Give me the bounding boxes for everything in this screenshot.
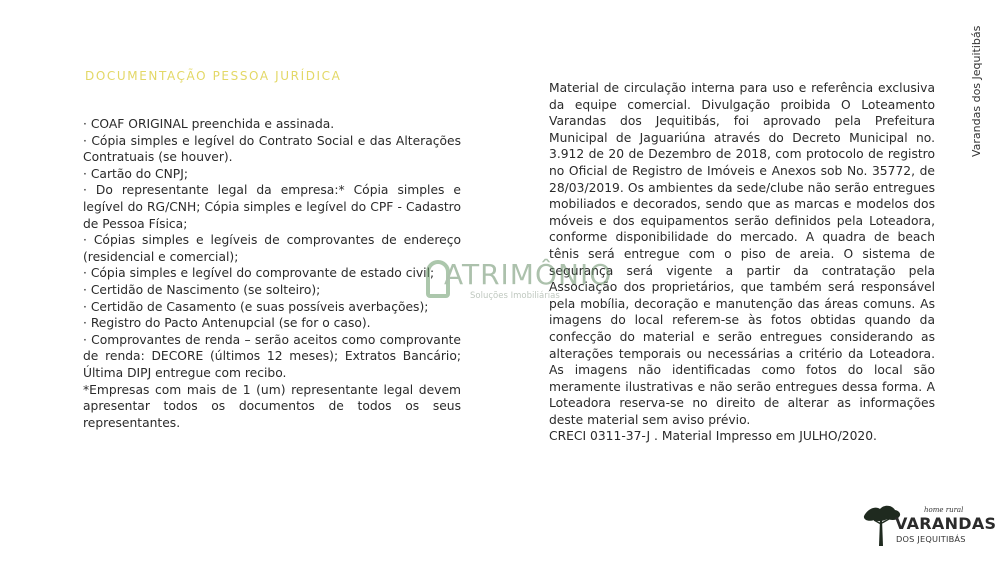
- side-title: Varandas dos Jequitibás: [970, 25, 983, 157]
- list-item: · COAF ORIGINAL preenchida e assinada.: [83, 117, 335, 131]
- list-item: · Cartão do CNPJ;: [83, 166, 188, 181]
- documents-list: [83, 116, 461, 431]
- credits-text: CRECI 0311-37-J . Material Impresso em JULHO/2020.: [549, 429, 877, 444]
- logo-script: home rural: [924, 506, 964, 514]
- logo-sub: DOS JEQUITIBÁS: [896, 534, 966, 544]
- list-item: · Certidão de Casamento (e suas possíveis averbações);: [83, 299, 429, 314]
- list-item: · Certidão de Nascimento (se solteiro);: [83, 282, 321, 297]
- list-item: · Do representante legal da empresa:* Cópia simples e legível do RG/CNH; Cópia simples e legível do CPF - Cadastro de Pessoa Física;: [83, 183, 461, 231]
- list-item: · Cópia simples e legível do comprovante de estado civil;: [83, 266, 435, 281]
- disclaimer-text: Material de circulação interna para uso e referência exclusiva da equipe comercial. Divulgação proibida O Loteamento Varandas dos Jequitibás, foi aprovado pela Prefeitura Municipal de Jaguariúna através do Decreto Municipal no. 3.912 de 20 de Dezembro de 2018, com protocolo de registro no Oficial de Registro de Imóveis e Anexos sob No. 35772, de 28/03/2019. Os ambientes da sede/clube não serão entregues mobiliados e decorados, sendo que as marcas e modelos dos móveis e dos equipamentos serão definidos pela Loteadora, conforme disponibilidade do mercado. A quadra de beach tênis será entregue com o piso de areia. O sistema de segurança será vigente a partir da contratação pela Associação dos proprietários, que também será responsável pela mobília, decoração e manutenção das áreas comuns. As imagens do local referem-se às fotos obtidas quando da confecção do material e serão entregues considerando as alterações temporais ou necessárias a critério da Loteadora. As imagens não identificadas como fotos do local são meramente ilustrativas e não serão entregues dessa forma. A Loteadora reserva-se no direito de alterar as informações deste material sem aviso prévio.: [549, 81, 935, 427]
- varandas-logo: [862, 502, 997, 550]
- list-item: · Cópia simples e legível do Contrato Social e das Alterações Contratuais (se houver).: [83, 133, 461, 165]
- watermark-name: ATRIMÔNIO: [444, 258, 613, 291]
- footnote: *Empresas com mais de 1 (um) representante legal devem apresentar todos os documentos de todos os seus representantes.: [83, 382, 461, 430]
- watermark-subtitle: Soluções Imobiliárias: [470, 291, 560, 301]
- list-item: · Comprovantes de renda – serão aceitos como comprovante de renda: DECORE (últimos 12 meses); Extratos Bancário; Última DIPJ entregue com recibo.: [83, 332, 461, 380]
- logo-main: VARANDAS: [895, 514, 997, 533]
- list-item: · Cópias simples e legíveis de comprovantes de endereço (residencial e comercial);: [83, 233, 461, 264]
- section-heading: DOCUMENTAÇÃO PESSOA JURÍDICA: [85, 69, 342, 83]
- disclaimer-block: [549, 80, 935, 445]
- list-item: · Registro do Pacto Antenupcial (se for o caso).: [83, 316, 371, 331]
